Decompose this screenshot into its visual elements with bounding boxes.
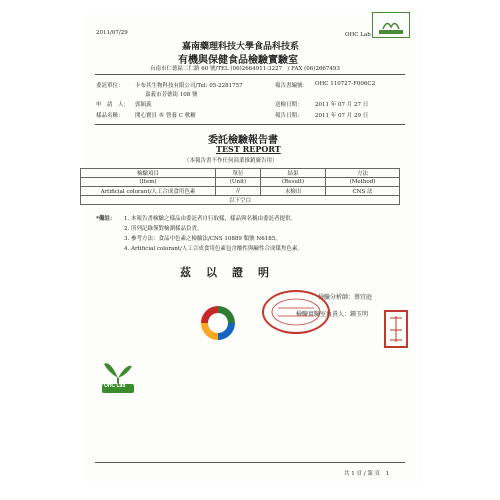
client-value: 卡布其生物科技有限公司/Tel: 05-2281757 bbox=[135, 83, 243, 89]
lab-seal-stamp bbox=[262, 290, 330, 334]
table-row bbox=[81, 187, 400, 196]
th-item-en: (Item) bbox=[81, 178, 216, 187]
table-blank-row bbox=[81, 196, 400, 205]
sample-value: 開心寶貝 ® 營養 C 軟糖 bbox=[135, 113, 196, 119]
header-divider bbox=[95, 74, 405, 75]
lab-tag: OHC Lab bbox=[345, 32, 371, 38]
ohc-logo-top bbox=[372, 12, 410, 38]
remark-item: 2. 所列記錄僅對檢測樣品負責。 bbox=[124, 226, 203, 232]
emblem-icon bbox=[198, 303, 238, 343]
sample-label: 樣品名稱： bbox=[96, 113, 124, 119]
table-blank: 以下空白 bbox=[81, 196, 400, 205]
report-date-value: 2011 年 07 月 29 日 bbox=[315, 113, 369, 119]
cell-item: Artificial colorant/人工合成食用色素 bbox=[81, 187, 216, 196]
lab-name: 有機與保健食品檢驗實驗室 bbox=[178, 55, 298, 66]
th-unit-en: (Unit) bbox=[216, 178, 261, 187]
report-note: （本報告書不作任何商業推銷廣告用） bbox=[184, 158, 278, 164]
report-no-value: OHC 110727-F006C2 bbox=[315, 81, 376, 87]
th-item-cn: 檢驗項目 bbox=[81, 169, 216, 178]
delivery-label: 送檢日期： bbox=[275, 102, 303, 108]
lab-address: 台南市仁德區二仁路 60 號/TEL (06)2664911-3227 / FAX (06)2667493 bbox=[150, 66, 340, 72]
delivery-value: 2011 年 07 月 27 日 bbox=[315, 102, 369, 108]
th-method-cn: 方法 bbox=[326, 169, 400, 178]
ohc-lab-logo-text: OHC Lab bbox=[104, 383, 126, 389]
certify-text: 茲 以 證 明 bbox=[180, 266, 271, 279]
report-date-header: 2011/07/29 bbox=[96, 30, 128, 36]
th-result-en: (Result) bbox=[261, 178, 326, 187]
applicant-label: 申 請 人： bbox=[96, 102, 130, 108]
report-date-label: 報告日期： bbox=[275, 113, 303, 119]
manager-seal-stamp bbox=[384, 310, 408, 348]
applicant-value: 郭穎義 bbox=[135, 102, 152, 108]
client-label: 委託單位： bbox=[96, 83, 124, 89]
info-divider bbox=[95, 124, 405, 125]
th-unit-cn: 單位 bbox=[216, 169, 261, 178]
remark-item: 3. 參考方法：食品中色素之檢驗法/CNS 10889 類號 N6185。 bbox=[124, 236, 281, 242]
cell-unit: // bbox=[216, 187, 261, 196]
table-header-row-cn bbox=[81, 169, 400, 178]
remark-item: 4. Artificial colorant/人工合成食用色素包含酸性與鹼性合成煤焦色素。 bbox=[124, 246, 303, 252]
org-name: 嘉南藥理科技大學食品科技系 bbox=[182, 42, 300, 52]
cell-result: 未檢出 bbox=[261, 187, 326, 196]
th-result-cn: 結果 bbox=[261, 169, 326, 178]
analyst-signature: 檢驗分析師：蔡宜庭 bbox=[318, 294, 373, 301]
manager-signature: 檢驗實驗室負責人：鍾玉明 bbox=[296, 311, 369, 318]
footer-divider bbox=[95, 462, 405, 463]
table-header-row-en bbox=[81, 178, 400, 187]
remarks-label: *備註： bbox=[96, 216, 116, 222]
test-table bbox=[80, 168, 400, 205]
page-number: 共 1 頁 / 第 頁 1 bbox=[344, 471, 390, 477]
th-method-en: (Method) bbox=[326, 178, 400, 187]
client-address: 嘉義市芳德街 108 號 bbox=[145, 92, 198, 98]
report-title-cn: 委託檢驗報告書 bbox=[208, 135, 278, 146]
report-title-en: TEST REPORT bbox=[216, 144, 281, 154]
report-no-label: 報告書編號： bbox=[275, 83, 309, 89]
remark-item: 1. 本報告書檢驗之樣品由委託者自行取樣，樣品與名稱由委託者提供。 bbox=[124, 216, 296, 222]
cell-method: CNS 法 bbox=[326, 187, 400, 196]
